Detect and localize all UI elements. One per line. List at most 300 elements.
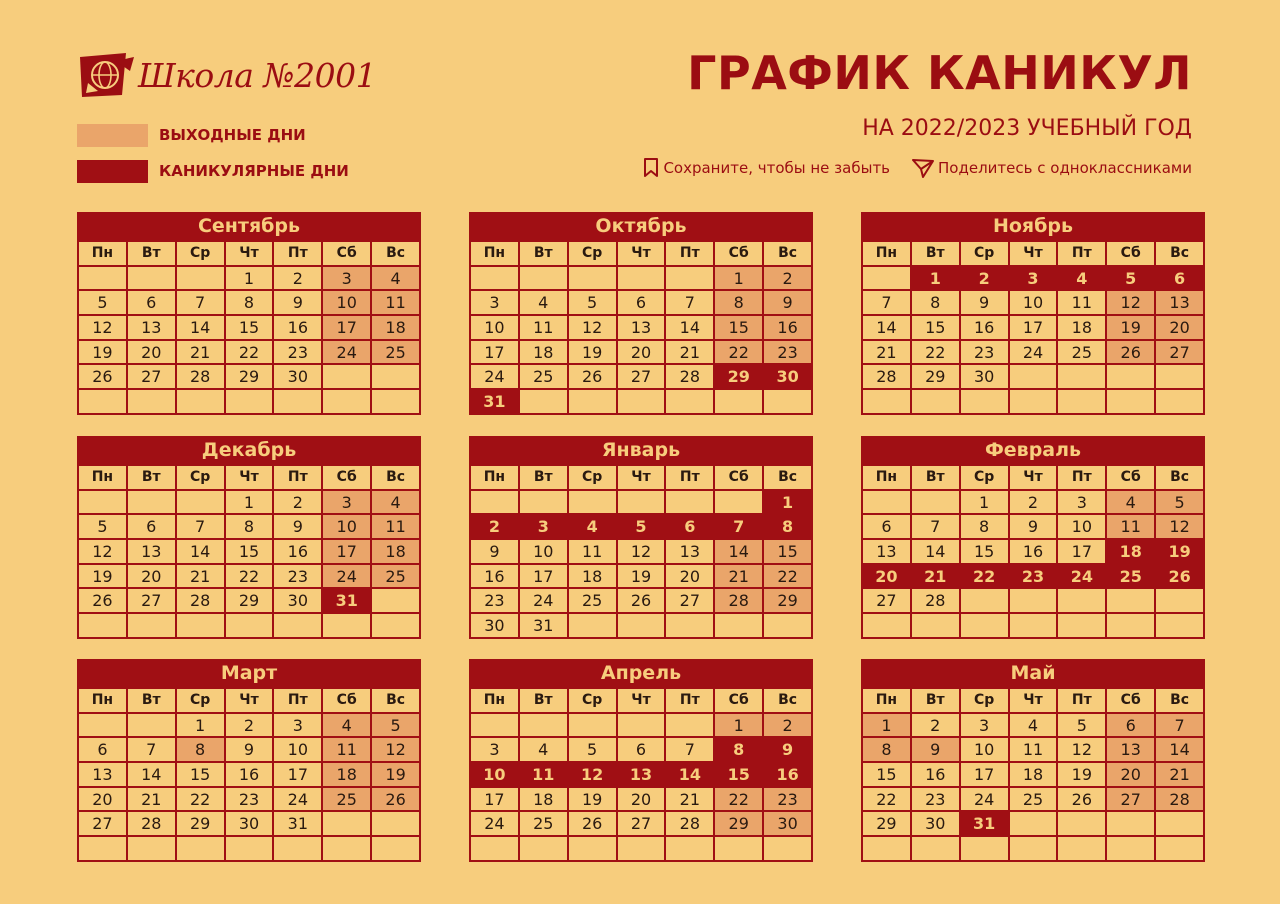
empty-cell <box>863 614 912 639</box>
empty-cell <box>666 491 715 516</box>
globe-logo-icon <box>78 51 136 99</box>
day-cell: 22 <box>177 788 226 813</box>
day-cell: 28 <box>177 589 226 614</box>
day-cell: 27 <box>79 812 128 837</box>
day-cell: 25 <box>1107 565 1156 590</box>
day-cell: 18 <box>1058 316 1107 341</box>
weekday-header: Вс <box>372 242 421 267</box>
day-cell: 9 <box>912 738 961 763</box>
day-cell: 21 <box>128 788 177 813</box>
bookmark-icon <box>643 158 659 178</box>
day-cell: 13 <box>618 763 667 788</box>
day-cell: 23 <box>274 565 323 590</box>
weekday-header: Пт <box>666 242 715 267</box>
weekday-header: Вт <box>520 242 569 267</box>
month-name: Ноябрь <box>861 212 1205 240</box>
empty-cell <box>372 390 421 415</box>
weekday-header: Сб <box>715 466 764 491</box>
month-calendar <box>861 436 1205 639</box>
day-cell: 10 <box>323 291 372 316</box>
day-cell: 20 <box>618 341 667 366</box>
actions-bar <box>643 158 1192 178</box>
day-cell: 3 <box>520 515 569 540</box>
day-cell: 16 <box>1010 540 1059 565</box>
day-cell: 28 <box>666 812 715 837</box>
day-cell: 27 <box>1156 341 1205 366</box>
day-cell: 3 <box>1010 267 1059 292</box>
weekday-header: Сб <box>715 242 764 267</box>
empty-cell <box>715 390 764 415</box>
weekday-header: Ср <box>569 242 618 267</box>
weekday-header: Пн <box>79 689 128 714</box>
day-cell: 16 <box>764 316 813 341</box>
day-cell: 15 <box>226 316 275 341</box>
day-cell: 14 <box>863 316 912 341</box>
day-cell: 22 <box>961 565 1010 590</box>
empty-cell <box>569 491 618 516</box>
day-cell: 12 <box>618 540 667 565</box>
day-cell: 31 <box>274 812 323 837</box>
empty-cell <box>372 365 421 390</box>
month-calendar <box>77 659 421 862</box>
weekday-header: Пт <box>274 689 323 714</box>
empty-cell <box>128 614 177 639</box>
weekday-header: Вт <box>912 689 961 714</box>
day-cell: 29 <box>863 812 912 837</box>
weekday-header: Пт <box>1058 689 1107 714</box>
weekday-header: Сб <box>1107 242 1156 267</box>
empty-cell <box>1107 614 1156 639</box>
day-grid <box>469 464 813 639</box>
weekday-header: Пт <box>274 466 323 491</box>
day-cell: 24 <box>1058 565 1107 590</box>
day-cell: 20 <box>666 565 715 590</box>
day-cell: 1 <box>715 714 764 739</box>
day-cell: 28 <box>666 365 715 390</box>
day-cell: 17 <box>471 788 520 813</box>
empty-cell <box>79 714 128 739</box>
day-cell: 14 <box>715 540 764 565</box>
empty-cell <box>323 614 372 639</box>
day-grid <box>469 240 813 415</box>
day-cell: 19 <box>372 763 421 788</box>
weekday-header: Чт <box>1010 242 1059 267</box>
empty-cell <box>1156 837 1205 862</box>
empty-cell <box>1058 365 1107 390</box>
day-grid <box>469 687 813 862</box>
empty-cell <box>79 837 128 862</box>
day-cell: 11 <box>569 540 618 565</box>
day-cell: 3 <box>274 714 323 739</box>
weekday-header: Ср <box>177 466 226 491</box>
empty-cell <box>128 390 177 415</box>
weekday-header: Чт <box>618 689 667 714</box>
holiday-label: КАНИКУЛЯРНЫЕ ДНИ <box>159 162 349 180</box>
weekday-header: Ср <box>961 242 1010 267</box>
month-calendar <box>861 659 1205 862</box>
day-cell: 7 <box>863 291 912 316</box>
day-cell: 13 <box>128 540 177 565</box>
weekday-header: Вс <box>372 689 421 714</box>
day-cell: 6 <box>666 515 715 540</box>
day-cell: 3 <box>471 291 520 316</box>
day-cell: 21 <box>863 341 912 366</box>
weekday-header: Ср <box>961 689 1010 714</box>
day-grid <box>861 687 1205 862</box>
empty-cell <box>1156 365 1205 390</box>
empty-cell <box>128 267 177 292</box>
empty-cell <box>961 390 1010 415</box>
weekday-header: Сб <box>323 466 372 491</box>
day-cell: 1 <box>912 267 961 292</box>
weekday-header: Вс <box>1156 466 1205 491</box>
day-cell: 16 <box>912 763 961 788</box>
empty-cell <box>912 491 961 516</box>
day-cell: 14 <box>666 316 715 341</box>
day-cell: 23 <box>961 341 1010 366</box>
day-cell: 23 <box>274 341 323 366</box>
day-cell: 7 <box>177 515 226 540</box>
day-cell: 12 <box>79 540 128 565</box>
day-cell: 1 <box>961 491 1010 516</box>
day-cell: 2 <box>471 515 520 540</box>
empty-cell <box>372 812 421 837</box>
day-cell: 23 <box>764 788 813 813</box>
empty-cell <box>666 390 715 415</box>
day-cell: 27 <box>666 589 715 614</box>
day-cell: 11 <box>520 316 569 341</box>
day-cell: 28 <box>128 812 177 837</box>
day-cell: 3 <box>471 738 520 763</box>
day-cell: 27 <box>618 365 667 390</box>
day-cell: 8 <box>912 291 961 316</box>
empty-cell <box>1010 812 1059 837</box>
weekday-header: Чт <box>1010 689 1059 714</box>
empty-cell <box>1010 390 1059 415</box>
day-cell: 7 <box>715 515 764 540</box>
day-cell: 8 <box>177 738 226 763</box>
day-cell: 28 <box>912 589 961 614</box>
weekday-header: Пт <box>274 242 323 267</box>
empty-cell <box>863 837 912 862</box>
day-cell: 29 <box>226 365 275 390</box>
day-cell: 28 <box>1156 788 1205 813</box>
empty-cell <box>226 614 275 639</box>
day-cell: 24 <box>471 812 520 837</box>
day-cell: 25 <box>372 565 421 590</box>
month-name: Март <box>77 659 421 687</box>
day-cell: 18 <box>569 565 618 590</box>
month-calendar <box>861 212 1205 415</box>
day-cell: 12 <box>79 316 128 341</box>
empty-cell <box>666 714 715 739</box>
day-cell: 29 <box>715 812 764 837</box>
day-cell: 20 <box>863 565 912 590</box>
school-logo <box>78 50 376 100</box>
day-cell: 16 <box>274 540 323 565</box>
weekday-header: Пт <box>666 466 715 491</box>
day-cell: 29 <box>764 589 813 614</box>
day-cell: 30 <box>471 614 520 639</box>
save-button[interactable] <box>643 158 890 178</box>
empty-cell <box>226 390 275 415</box>
day-cell: 18 <box>372 316 421 341</box>
weekday-header: Вс <box>764 689 813 714</box>
day-grid <box>77 240 421 415</box>
day-cell: 16 <box>274 316 323 341</box>
day-cell: 26 <box>1107 341 1156 366</box>
weekday-header: Вс <box>372 466 421 491</box>
weekday-header: Пн <box>863 689 912 714</box>
day-cell: 7 <box>666 738 715 763</box>
empty-cell <box>1010 365 1059 390</box>
day-cell: 14 <box>177 540 226 565</box>
day-cell: 28 <box>863 365 912 390</box>
weekday-header: Вс <box>764 242 813 267</box>
empty-cell <box>1107 589 1156 614</box>
weekday-header: Ср <box>569 466 618 491</box>
empty-cell <box>520 390 569 415</box>
day-grid <box>77 464 421 639</box>
empty-cell <box>323 812 372 837</box>
empty-cell <box>715 837 764 862</box>
weekday-header: Вт <box>912 466 961 491</box>
empty-cell <box>79 390 128 415</box>
empty-cell <box>618 714 667 739</box>
weekday-header: Вт <box>912 242 961 267</box>
day-cell: 17 <box>323 316 372 341</box>
day-cell: 6 <box>79 738 128 763</box>
day-cell: 22 <box>715 788 764 813</box>
weekday-header: Пт <box>666 689 715 714</box>
month-name: Май <box>861 659 1205 687</box>
weekday-header: Пн <box>471 242 520 267</box>
weekday-header: Ср <box>177 242 226 267</box>
empty-cell <box>323 390 372 415</box>
day-cell: 5 <box>569 291 618 316</box>
weekday-header: Вс <box>1156 242 1205 267</box>
empty-cell <box>863 267 912 292</box>
empty-cell <box>1107 390 1156 415</box>
day-cell: 10 <box>520 540 569 565</box>
weekday-header: Вт <box>520 689 569 714</box>
day-cell: 13 <box>618 316 667 341</box>
day-cell: 11 <box>372 515 421 540</box>
day-cell: 30 <box>764 812 813 837</box>
day-cell: 19 <box>79 565 128 590</box>
empty-cell <box>520 837 569 862</box>
empty-cell <box>274 390 323 415</box>
day-cell: 23 <box>1010 565 1059 590</box>
day-cell: 11 <box>372 291 421 316</box>
day-cell: 14 <box>128 763 177 788</box>
weekday-header: Пт <box>1058 242 1107 267</box>
empty-cell <box>961 589 1010 614</box>
day-cell: 25 <box>520 365 569 390</box>
day-cell: 20 <box>79 788 128 813</box>
weekday-header: Вт <box>520 466 569 491</box>
day-cell: 16 <box>961 316 1010 341</box>
weekday-header: Пн <box>79 466 128 491</box>
day-cell: 15 <box>715 316 764 341</box>
day-cell: 3 <box>323 267 372 292</box>
day-cell: 13 <box>79 763 128 788</box>
empty-cell <box>372 614 421 639</box>
legend-holiday <box>77 159 407 183</box>
day-cell: 8 <box>715 291 764 316</box>
day-cell: 26 <box>569 812 618 837</box>
day-cell: 9 <box>471 540 520 565</box>
day-cell: 17 <box>471 341 520 366</box>
day-cell: 28 <box>715 589 764 614</box>
day-cell: 7 <box>666 291 715 316</box>
day-cell: 12 <box>1156 515 1205 540</box>
empty-cell <box>863 390 912 415</box>
weekday-header: Чт <box>226 466 275 491</box>
empty-cell <box>1156 812 1205 837</box>
weekday-header: Пт <box>1058 466 1107 491</box>
weekday-header: Сб <box>1107 689 1156 714</box>
empty-cell <box>569 614 618 639</box>
empty-cell <box>764 390 813 415</box>
day-cell: 20 <box>128 341 177 366</box>
month-name: Январь <box>469 436 813 464</box>
day-cell: 7 <box>128 738 177 763</box>
day-cell: 10 <box>961 738 1010 763</box>
empty-cell <box>912 837 961 862</box>
empty-cell <box>1156 614 1205 639</box>
day-cell: 17 <box>323 540 372 565</box>
day-cell: 21 <box>666 341 715 366</box>
share-label: Поделитесь с одноклассниками <box>938 159 1192 177</box>
day-cell: 19 <box>569 341 618 366</box>
day-cell: 17 <box>274 763 323 788</box>
day-cell: 25 <box>323 788 372 813</box>
day-cell: 31 <box>961 812 1010 837</box>
day-cell: 5 <box>1107 267 1156 292</box>
share-button[interactable] <box>912 158 1192 178</box>
empty-cell <box>471 714 520 739</box>
day-cell: 25 <box>520 812 569 837</box>
day-cell: 24 <box>274 788 323 813</box>
day-cell: 18 <box>323 763 372 788</box>
day-cell: 4 <box>1010 714 1059 739</box>
empty-cell <box>274 614 323 639</box>
day-cell: 20 <box>618 788 667 813</box>
empty-cell <box>961 614 1010 639</box>
weekday-header: Вт <box>128 242 177 267</box>
day-cell: 2 <box>764 714 813 739</box>
empty-cell <box>520 491 569 516</box>
weekday-header: Вт <box>128 466 177 491</box>
empty-cell <box>471 491 520 516</box>
empty-cell <box>1010 589 1059 614</box>
day-cell: 17 <box>1010 316 1059 341</box>
day-cell: 4 <box>520 291 569 316</box>
month-calendar <box>77 212 421 415</box>
empty-cell <box>1058 589 1107 614</box>
day-cell: 27 <box>128 365 177 390</box>
empty-cell <box>715 614 764 639</box>
day-cell: 26 <box>1156 565 1205 590</box>
day-cell: 26 <box>618 589 667 614</box>
empty-cell <box>912 614 961 639</box>
day-cell: 22 <box>226 565 275 590</box>
day-cell: 24 <box>520 589 569 614</box>
empty-cell <box>177 837 226 862</box>
day-cell: 13 <box>863 540 912 565</box>
empty-cell <box>1156 390 1205 415</box>
day-cell: 7 <box>1156 714 1205 739</box>
day-cell: 12 <box>372 738 421 763</box>
empty-cell <box>274 837 323 862</box>
empty-cell <box>372 589 421 614</box>
empty-cell <box>177 491 226 516</box>
empty-cell <box>177 390 226 415</box>
day-cell: 22 <box>226 341 275 366</box>
empty-cell <box>128 491 177 516</box>
day-cell: 29 <box>226 589 275 614</box>
day-grid <box>77 687 421 862</box>
day-cell: 4 <box>323 714 372 739</box>
day-cell: 9 <box>226 738 275 763</box>
day-cell: 14 <box>177 316 226 341</box>
empty-cell <box>912 390 961 415</box>
page-subtitle: НА 2022/2023 УЧЕБНЫЙ ГОД <box>862 116 1192 141</box>
weekday-header: Пн <box>471 466 520 491</box>
day-cell: 21 <box>1156 763 1205 788</box>
empty-cell <box>1010 614 1059 639</box>
day-cell: 8 <box>715 738 764 763</box>
day-cell: 25 <box>569 589 618 614</box>
day-cell: 13 <box>128 316 177 341</box>
day-cell: 1 <box>715 267 764 292</box>
day-cell: 24 <box>471 365 520 390</box>
day-cell: 15 <box>715 763 764 788</box>
day-cell: 4 <box>1107 491 1156 516</box>
day-cell: 25 <box>372 341 421 366</box>
day-cell: 5 <box>1156 491 1205 516</box>
day-cell: 21 <box>177 341 226 366</box>
day-cell: 21 <box>912 565 961 590</box>
day-cell: 26 <box>79 589 128 614</box>
day-cell: 16 <box>226 763 275 788</box>
day-cell: 29 <box>715 365 764 390</box>
day-cell: 18 <box>520 788 569 813</box>
day-cell: 9 <box>961 291 1010 316</box>
empty-cell <box>618 267 667 292</box>
day-cell: 1 <box>177 714 226 739</box>
day-cell: 28 <box>177 365 226 390</box>
day-cell: 20 <box>128 565 177 590</box>
day-cell: 29 <box>177 812 226 837</box>
day-cell: 8 <box>226 291 275 316</box>
day-cell: 5 <box>618 515 667 540</box>
day-cell: 6 <box>128 515 177 540</box>
day-cell: 15 <box>961 540 1010 565</box>
empty-cell <box>666 614 715 639</box>
day-cell: 22 <box>912 341 961 366</box>
empty-cell <box>618 491 667 516</box>
weekday-header: Чт <box>618 242 667 267</box>
day-cell: 17 <box>520 565 569 590</box>
day-cell: 2 <box>274 491 323 516</box>
day-cell: 23 <box>226 788 275 813</box>
weekday-header: Чт <box>226 242 275 267</box>
empty-cell <box>569 714 618 739</box>
day-cell: 4 <box>372 491 421 516</box>
weekend-swatch <box>77 124 148 147</box>
